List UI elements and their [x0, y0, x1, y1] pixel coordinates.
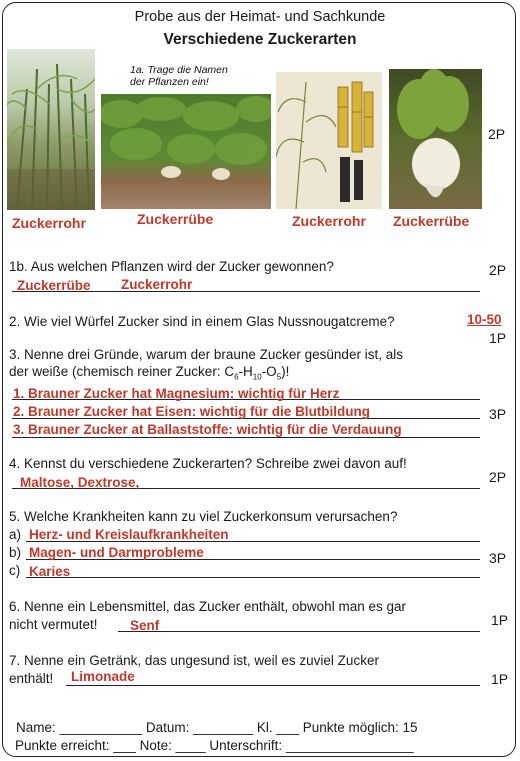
answer-line-7 — [66, 685, 480, 686]
answer-1b-2: Zuckerrohr — [121, 277, 193, 292]
sugarcane-field-photo — [7, 49, 95, 210]
points-3: 3P — [489, 406, 507, 422]
points-5: 3P — [489, 550, 507, 566]
points-6: 1P — [491, 612, 509, 628]
question-3-line1: 3. Nenne drei Gründe, warum der braune Zucker gesünder ist, als — [9, 347, 403, 362]
question-5: 5. Welche Krankheiten kann zu viel Zuckerkonsum verursachen? — [9, 509, 398, 524]
plant-label-4: Zuckerrübe — [393, 213, 470, 229]
sugar-beet-photo — [389, 69, 482, 209]
answer-4: Maltose, Dextrose, — [20, 475, 140, 490]
question-3-line2: der weiße (chemisch reiner Zucker: $C_6-H_{10}-O_5$)! — [9, 364, 290, 382]
worksheet-title: Verschiedene Zuckerarten — [163, 31, 357, 48]
points-2: 1P — [489, 330, 507, 346]
question-3 — [9, 346, 499, 386]
task-1a-hint-line2: der Pflanzen ein! — [130, 76, 209, 88]
plant-label-2: Zuckerrübe — [137, 211, 214, 227]
task-1a-hint — [130, 64, 228, 88]
answer-2: 10-50 — [467, 312, 502, 327]
answer-3-2: 2. Brauner Zucker hat Eisen: wichtig für die Blutbildung — [13, 404, 371, 419]
points-1a: 2P — [488, 126, 506, 142]
task-1a-hint-line1: 1a. Trage die Namen — [130, 64, 228, 76]
answer-7: Limonade — [71, 669, 135, 684]
answer-line-6 — [118, 631, 480, 632]
answer-5c: Karies — [29, 564, 71, 579]
question-2: 2. Wie viel Würfel Zucker sind in einem Glas Nussnougatcreme? — [9, 314, 395, 329]
question-7-line2: enthält! — [9, 671, 54, 686]
question-7-line1: 7. Nenne ein Getränk, das ungesund ist, weil es zuviel Zucker — [9, 653, 379, 668]
question-5-label-a: a) — [9, 527, 22, 542]
question-6-line2: nicht vermutet! — [9, 617, 98, 632]
question-4: 4. Kennst du verschiedene Zuckerarten? Schreibe zwei davon auf! — [9, 456, 407, 471]
answer-5b: Magen- und Darmprobleme — [29, 545, 204, 560]
answer-line-3c — [12, 437, 480, 438]
answer-5a: Herz- und Kreislaufkrankheiten — [29, 527, 229, 542]
sugar-beet-field-photo — [101, 94, 271, 209]
plant-label-1: Zuckerrohr — [12, 215, 86, 231]
question-6-line1: 6. Nenne ein Lebensmittel, das Zucker enthält, obwohl man es gar — [9, 599, 406, 614]
answer-3-1: 1. Brauner Zucker hat Magnesium: wichtig für Herz — [13, 386, 340, 401]
footer-line1: Name: ___________ Datum: ________ Kl. ___ Punkte möglich: 15 — [16, 720, 418, 735]
points-7: 1P — [491, 671, 509, 687]
points-4: 2P — [489, 469, 507, 485]
answer-line-5c — [26, 577, 480, 578]
question-5-label-c: c) — [9, 563, 21, 578]
worksheet-subtitle: Probe aus der Heimat- und Sachkunde — [134, 9, 386, 25]
answer-6: Senf — [130, 618, 160, 633]
answer-1b-1: Zuckerrübe — [17, 278, 91, 293]
question-5-label-b: b) — [9, 545, 22, 560]
points-1b: 2P — [489, 262, 507, 278]
question-1b: 1b. Aus welchen Pflanzen wird der Zucker gewonnen? — [9, 259, 334, 274]
sugarcane-illustration — [276, 72, 382, 209]
footer-line2: Punkte erreicht: ___ Note: ____ Unterschrift: _________________ — [15, 738, 414, 753]
answer-3-3: 3. Brauner Zucker at Ballaststoffe: wichtig für die Verdauung — [13, 422, 402, 437]
plant-label-3: Zuckerrohr — [292, 213, 366, 229]
